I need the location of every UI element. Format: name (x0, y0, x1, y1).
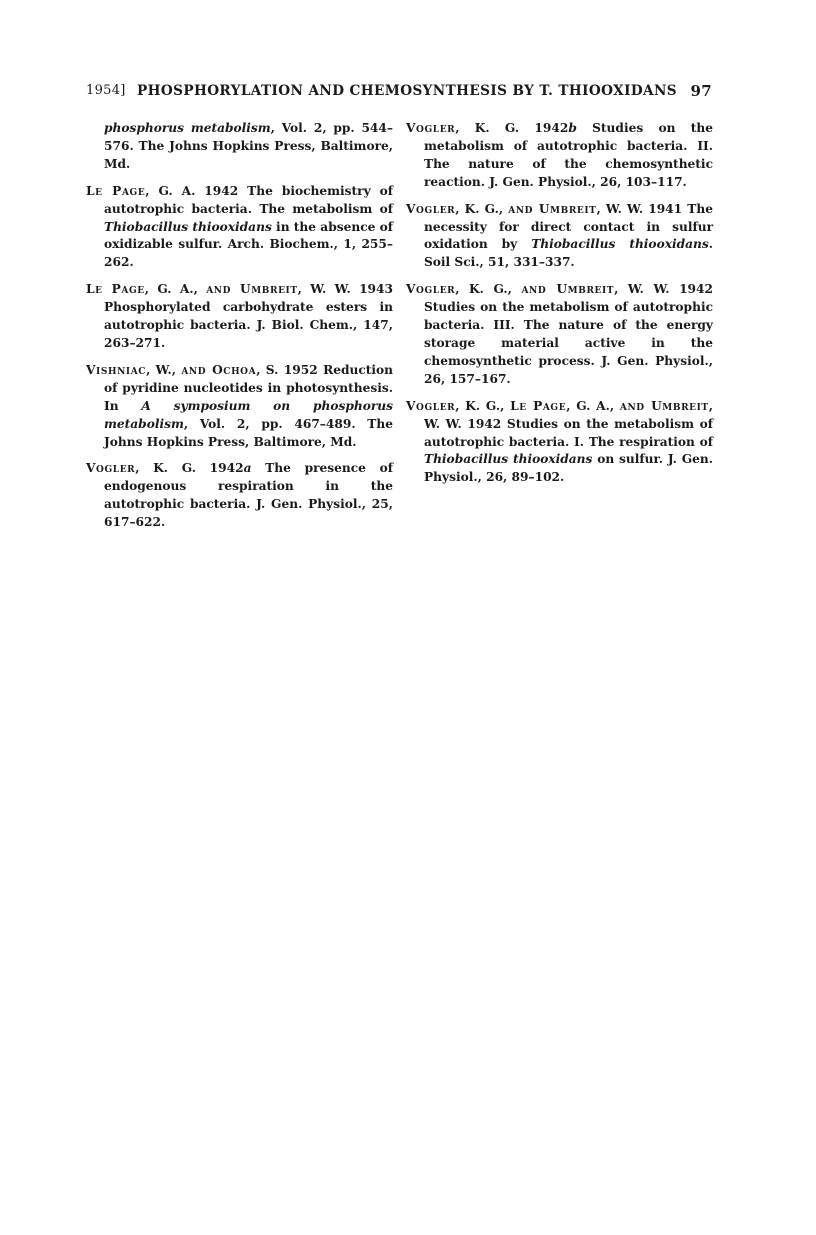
reference-entry (406, 201, 713, 273)
references-right-column (406, 120, 713, 496)
italic-text: phosphorus metabolism (104, 121, 271, 135)
italic-text: A symposium on phosphorus metabolism (104, 398, 393, 431)
reference-text: on sulfur. J. Gen. Physiol., 26, 89–102. (424, 452, 713, 485)
author-name: Vogler (86, 461, 136, 476)
reference-entry (86, 281, 393, 353)
reference-entry (406, 398, 713, 488)
reference-continuation (86, 120, 393, 174)
author-name: Vishniac (86, 362, 147, 377)
reference-text: , Vol. 2, pp. 467–489. The Johns Hopkins Press, Baltimore, Md. (104, 416, 393, 449)
author-name: Vogler (406, 282, 456, 297)
header-title: PHOSPHORYLATION AND CHEMOSYNTHESIS BY T. THIOOXIDANS (137, 83, 678, 99)
author-name: Vogler (406, 398, 456, 413)
author-name: and Umbreit (206, 282, 298, 297)
reference-entry (86, 362, 393, 452)
reference-text: , K. G. 1942 (135, 461, 244, 476)
reference-text: , S. 1952 Reduction of pyridine nucleotides in photosynthesis. In (104, 362, 393, 413)
author-name: Le Page (86, 282, 145, 297)
author-name: and Umbreit (619, 398, 709, 413)
reference-text: The presence of endogenous respiration in the autotrophic bacteria. J. Gen. Physiol., 25, 617–622. (104, 461, 393, 530)
italic-text: b (568, 121, 577, 135)
reference-text: , K. G. 1942 (455, 121, 569, 135)
author-name: and Ochoa (181, 362, 257, 377)
author-name: Le Page (510, 398, 567, 413)
reference-entry (406, 281, 713, 388)
author-name: Le Page (86, 183, 146, 198)
author-name: Vogler (406, 121, 456, 135)
author-name: and Umbreit (508, 201, 597, 216)
reference-text: , K. G., (455, 282, 522, 297)
italic-text: Thiobacillus thiooxidans (424, 452, 593, 467)
reference-entry (86, 460, 393, 532)
reference-text: . Soil Sci., 51, 331–337. (424, 237, 713, 270)
reference-entry (86, 183, 393, 273)
running-head (86, 80, 712, 102)
reference-text: , G. A. 1942 The biochemistry of autotrophic bacteria. The metabolism of (104, 183, 393, 216)
italic-text: Thiobacillus thiooxidans (104, 219, 272, 234)
italic-text: a (243, 461, 252, 476)
reference-text: , W. W. 1942 Studies on the metabolism of autotrophic bacteria. III. The nature of the energy storage material active in the chemosynthetic process. J. Gen. Physiol., 26, 157–167. (424, 282, 713, 386)
reference-text: , Vol. 2, pp. 544–576. The Johns Hopkins Press, Baltimore, Md. (104, 121, 393, 171)
reference-text: , W., (146, 362, 182, 377)
header-year: 1954] (86, 83, 126, 98)
references-left-column (86, 120, 393, 541)
reference-text: , G. A., (144, 282, 207, 297)
reference-text: , G. A., (566, 398, 620, 413)
reference-text: , K. G., (455, 201, 509, 216)
reference-entry (406, 120, 713, 192)
reference-text: , W. W. 1942 Studies on the metabolism of autotrophic bacteria. I. The respiration of (424, 398, 713, 449)
reference-text: , K. G., (455, 398, 511, 413)
page-number: 97 (690, 82, 712, 100)
reference-text: in the absence of oxidizable sulfur. Arch. Biochem., 1, 255–262. (104, 219, 393, 270)
reference-text: Studies on the metabolism of autotrophic bacteria. II. The nature of the chemosynthetic reaction. J. Gen. Physiol., 26, 103–117. (424, 121, 713, 189)
author-name: Vogler (406, 201, 456, 216)
author-name: and Umbreit (521, 282, 615, 297)
italic-text: Thiobacillus thiooxidans (531, 237, 709, 252)
reference-text: , W. W. 1941 The necessity for direct contact in sulfur oxidation by (424, 201, 713, 252)
reference-text: , W. W. 1943 Phosphorylated carbohydrate esters in autotrophic bacteria. J. Biol. Chem., 147, 263–271. (104, 282, 393, 350)
